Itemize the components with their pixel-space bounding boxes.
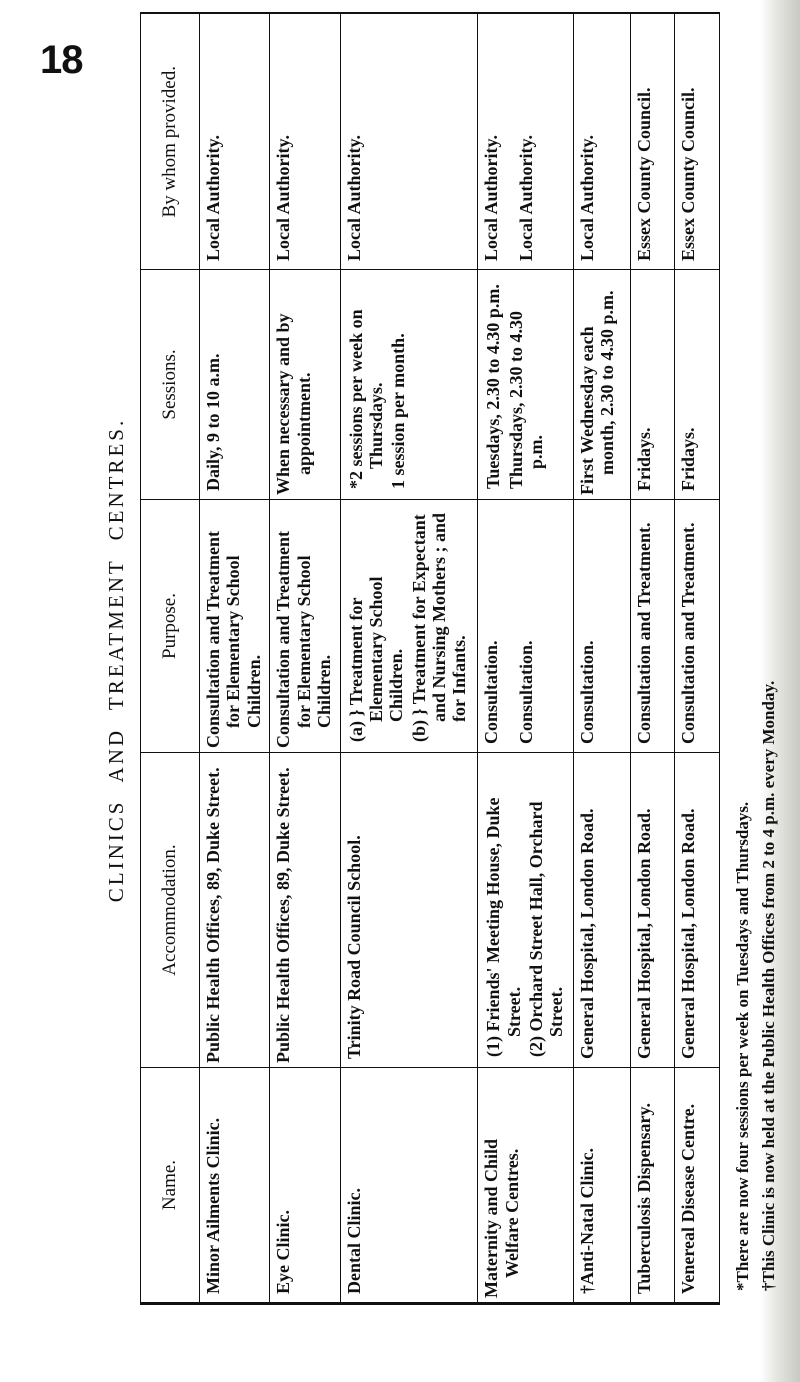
header-by-whom: By whom provided.: [141, 14, 200, 270]
cell-by-whom: Essex County Council.: [675, 14, 720, 270]
cell-by-whom: [478, 14, 574, 270]
cell-accommodation: Trinity Road Council School.: [340, 753, 478, 1068]
table-row: [340, 14, 478, 1304]
header-sessions: Sessions.: [141, 270, 200, 500]
page-number: 18: [40, 38, 83, 82]
cell-accommodation: General Hospital, London Road.: [573, 753, 630, 1068]
cell-sessions: Fridays.: [675, 270, 720, 500]
footnote: †This Clinic is now held at the Public Health Offices from 2 to 4 p.m. every Monday.: [758, 680, 778, 1291]
purpose-line-2: Consultation.: [515, 640, 536, 744]
header-row: [141, 14, 200, 1304]
cell-purpose: [478, 500, 574, 753]
by-whom-line-1: Local Authority.: [481, 134, 502, 261]
cell-accommodation: Public Health Offices, 89, Duke Street.: [200, 753, 270, 1068]
table-row: [200, 14, 270, 1304]
purpose-line-a: (a) } Treatment for Elementary School Children.: [345, 576, 407, 742]
cell-by-whom: Local Authority.: [270, 14, 340, 270]
table-title: CLINICS AND TREATMENT CENTRES.: [104, 417, 128, 903]
cell-sessions: [340, 270, 478, 500]
cell-name: Maternity and Child Welfare Centres.: [478, 1068, 574, 1304]
cell-purpose: Consultation and Treatment for Elementary School Children.: [270, 500, 340, 753]
header-name: Name.: [141, 1068, 200, 1304]
table-row: [478, 14, 574, 1304]
footnote: *There are now four sessions per week on Tuesdays and Thursdays.: [733, 801, 752, 1291]
cell-name: Tuberculosis Dispensary.: [630, 1068, 675, 1304]
cell-name: †Anti-Natal Clinic.: [573, 1068, 630, 1304]
cell-purpose: Consultation and Treatment for Elementary School Children.: [200, 500, 270, 753]
cell-sessions: Daily, 9 to 10 a.m.: [200, 270, 270, 500]
table-row: [675, 14, 720, 1304]
footnotes: [730, 21, 781, 1291]
clinics-table: [140, 13, 720, 1306]
cell-name: Minor Ailments Clinic.: [200, 1068, 270, 1304]
sessions-line-1: Tuesdays, 2.30 to 4.30 p.m.: [483, 284, 504, 489]
cell-accommodation: Public Health Offices, 89, Duke Street.: [270, 753, 340, 1068]
purpose-line-b: (b) } Treatment for Expectant and Nursing Mothers ; and for Infants.: [408, 512, 470, 742]
cell-by-whom: Local Authority.: [200, 14, 270, 270]
sessions-line-2: 1 session per month.: [388, 333, 409, 489]
sessions-line-2: Thursdays, 2.30 to 4.30 p.m.: [505, 310, 547, 489]
cell-purpose: Consultation.: [573, 500, 630, 753]
header-purpose: Purpose.: [141, 500, 200, 753]
cell-sessions: [478, 270, 574, 500]
cell-name: Dental Clinic.: [340, 1068, 478, 1304]
cell-accommodation: General Hospital, London Road.: [675, 753, 720, 1068]
cell-sessions: When necessary and by appointment.: [270, 270, 340, 500]
cell-purpose: Consultation and Treatment.: [675, 500, 720, 753]
cell-by-whom: Local Authority.: [340, 14, 478, 270]
accommodation-line-1: (1) Friends' Meeting House, Duke Street.: [483, 797, 524, 1057]
accommodation-line-2: (2) Orchard Street Hall, Orchard Street.: [526, 801, 567, 1057]
by-whom-line-2: Local Authority.: [515, 134, 536, 261]
table-row: [630, 14, 675, 1304]
sessions-line-1: *2 sessions per week on Thursdays.: [345, 309, 387, 489]
table-row: [270, 14, 340, 1304]
cell-accommodation: [478, 753, 574, 1068]
cell-purpose: [340, 500, 478, 753]
cell-by-whom: Local Authority.: [573, 14, 630, 270]
cell-accommodation: General Hospital, London Road.: [630, 753, 675, 1068]
purpose-line-1: Consultation.: [481, 640, 502, 744]
cell-by-whom: Essex County Council.: [630, 14, 675, 270]
cell-name: Eye Clinic.: [270, 1068, 340, 1304]
rotated-table-frame: [104, 15, 778, 1305]
cell-sessions: First Wednesday each month, 2.30 to 4.30 p.m.: [573, 270, 630, 500]
cell-sessions: Fridays.: [630, 270, 675, 500]
cell-purpose: Consultation and Treatment.: [630, 500, 675, 753]
table-row: [573, 14, 630, 1304]
header-accommodation: Accommodation.: [141, 753, 200, 1068]
cell-name: Venereal Disease Centre.: [675, 1068, 720, 1304]
